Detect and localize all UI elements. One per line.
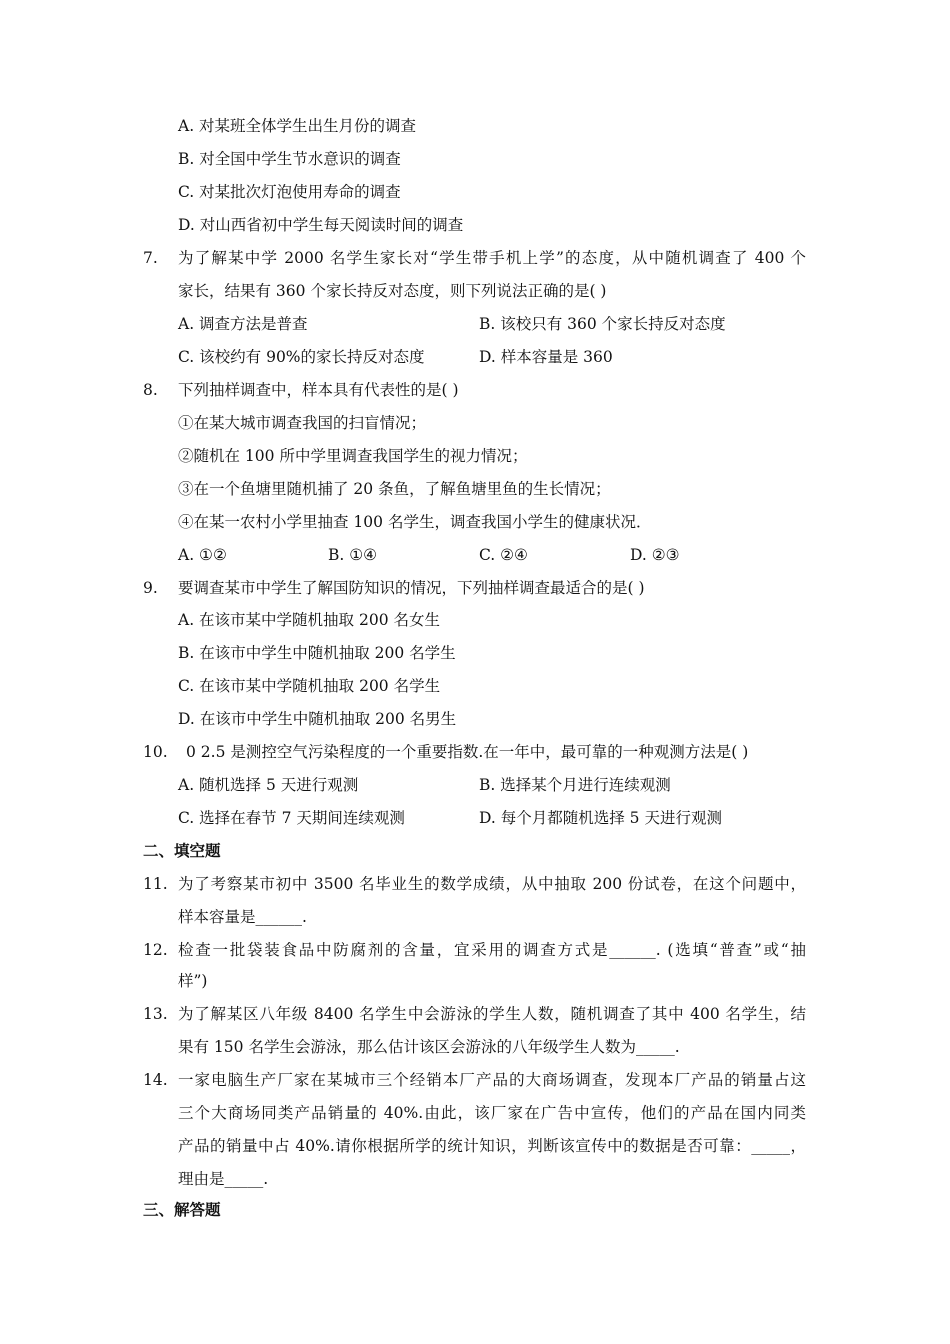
q14-stem-line1: 一家电脑生产厂家在某城市三个经销本厂产品的大商场调查，发现本厂产品的销量占这 xyxy=(178,1071,806,1089)
q9-option-d: D. 在该市中学生中随机抽取 200 名男生 xyxy=(178,710,457,728)
q9-option-c: C. 在该市某中学随机抽取 200 名学生 xyxy=(178,677,441,695)
q7-option-c: C. 该校约有 90%的家长持反对态度 xyxy=(178,348,425,366)
q8-item-4: ④在某一农村小学里抽查 100 名学生，调查我国小学生的健康状况． xyxy=(178,513,652,531)
q8-option-b: B. ①④ xyxy=(328,546,378,564)
q9-option-a: A. 在该市某中学随机抽取 200 名女生 xyxy=(178,611,440,629)
q7-option-a: A. 调查方法是普查 xyxy=(178,315,308,333)
q9-number: 9. xyxy=(143,579,158,597)
q10-option-c: C. 选择在春节 7 天期间连续观测 xyxy=(178,809,405,827)
q12-stem-line2: 样”) xyxy=(178,972,208,990)
q13-stem-line2: 果有 150 名学生会游泳，那么估计该区会游泳的八年级学生人数为_____. xyxy=(178,1038,680,1056)
q13-number: 13. xyxy=(143,1005,168,1023)
q13-stem-line1: 为了解某区八年级 8400 名学生中会游泳的学生人数，随机调查了其中 400 名学生，结 xyxy=(178,1005,806,1023)
q8-item-3: ③在一个鱼塘里随机捕了 20 条鱼，了解鱼塘里鱼的生长情况； xyxy=(178,480,611,498)
q8-option-c: C. ②④ xyxy=(479,546,528,564)
q8-item-2: ②随机在 100 所中学里调查我国学生的视力情况； xyxy=(178,447,528,465)
q9-option-b: B. 在该市中学生中随机抽取 200 名学生 xyxy=(178,644,456,662)
q14-stem-line4: 理由是_____. xyxy=(178,1170,269,1188)
q6-option-c: C. 对某批次灯泡使用寿命的调查 xyxy=(178,183,401,201)
q11-number: 11. xyxy=(143,875,168,893)
q10-number: 10. xyxy=(143,743,168,761)
q8-number: 8. xyxy=(143,381,158,399)
q7-number: 7. xyxy=(143,249,158,267)
q14-stem-line3: 产品的销量中占 40%.请你根据所学的统计知识，判断该宣传中的数据是否可靠：_____， xyxy=(178,1137,806,1155)
q8-stem: 下列抽样调查中，样本具有代表性的是( ) xyxy=(178,381,459,399)
q12-number: 12. xyxy=(143,941,168,959)
q8-option-a: A. ①② xyxy=(178,546,227,564)
q6-option-d: D. 对山西省初中学生每天阅读时间的调查 xyxy=(178,216,464,234)
q6-option-a: A. 对某班全体学生出生月份的调查 xyxy=(178,117,417,135)
q14-stem-line2: 三个大商场同类产品销量的 40%.由此，该厂家在广告中宣传，他们的产品在国内同类 xyxy=(178,1104,806,1122)
q10-option-a: A. 随机选择 5 天进行观测 xyxy=(178,776,359,794)
q14-number: 14. xyxy=(143,1071,168,1089)
q10-option-d: D. 每个月都随机选择 5 天进行观测 xyxy=(479,809,722,827)
q7-option-b: B. 该校只有 360 个家长持反对态度 xyxy=(479,315,726,333)
q8-item-1: ①在某大城市调查我国的扫盲情况； xyxy=(178,414,427,432)
q7-stem-line2: 家长，结果有 360 个家长持反对态度，则下列说法正确的是( ) xyxy=(178,282,607,300)
q9-stem: 要调查某市中学生了解国防知识的情况，下列抽样调查最适合的是( ) xyxy=(178,579,645,597)
q7-stem-line1: 为了解某中学 2000 名学生家长对“学生带手机上学”的态度，从中随机调查了 400 个 xyxy=(178,249,806,267)
q11-stem-line1: 为了考察某市初中 3500 名毕业生的数学成绩，从中抽取 200 份试卷，在这个问题中， xyxy=(178,875,806,893)
q6-option-b: B. 对全国中学生节水意识的调查 xyxy=(178,150,401,168)
section-heading-fill-in: 二、填空题 xyxy=(143,842,221,860)
q10-option-b: B. 选择某个月进行连续观测 xyxy=(479,776,671,794)
q8-option-d: D. ②③ xyxy=(630,546,680,564)
section-heading-answer: 三、解答题 xyxy=(143,1201,221,1219)
q12-stem-line1: 检查一批袋装食品中防腐剂的含量，宜采用的调查方式是______. (选填“普查”或“抽 xyxy=(178,941,806,959)
q7-option-d: D. 样本容量是 360 xyxy=(479,348,613,366)
q11-stem-line2: 样本容量是______. xyxy=(178,908,307,926)
q10-stem: 0 2.5 是测控空气污染程度的一个重要指数.在一年中，最可靠的一种观测方法是( ) xyxy=(186,743,749,761)
